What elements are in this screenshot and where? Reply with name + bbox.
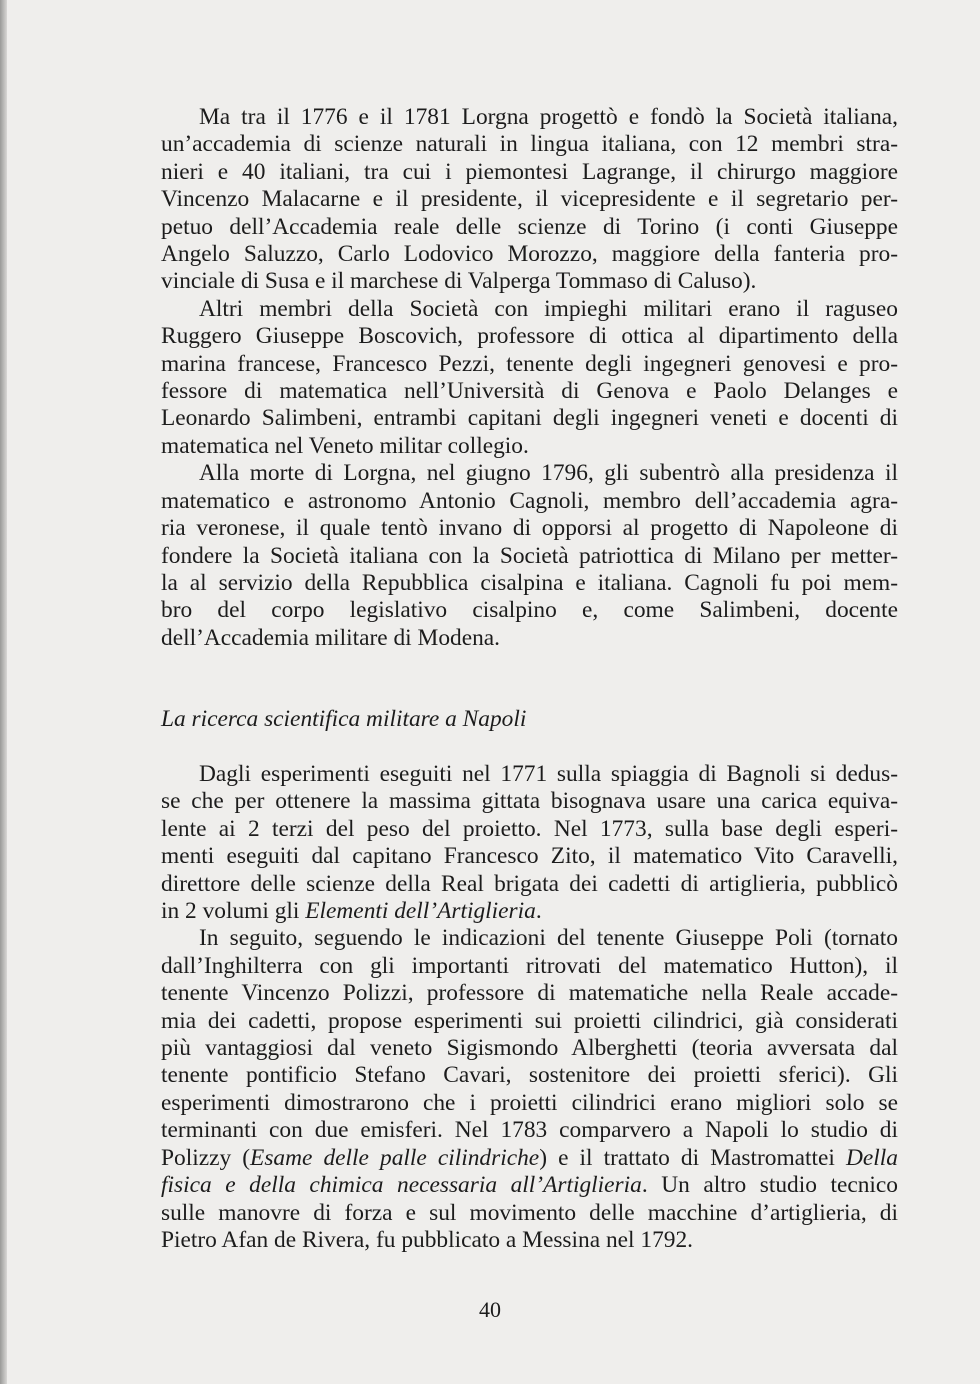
text-line: esperimenti dimostrarono che i proietti cilindrici erano migliori solo se xyxy=(161,1089,898,1116)
book-title: Esame delle palle cilindriche xyxy=(250,1144,540,1171)
text-line: se che per ottenere la massima gittata bisognava usare una carica equiva- xyxy=(161,788,898,815)
text-line: menti eseguiti dal capitano Francesco Zito, il matematico Vito Caravelli, xyxy=(161,843,898,870)
text-run: . xyxy=(535,898,542,925)
text-line xyxy=(161,1145,898,1172)
text-line: Alla morte di Lorgna, nel giugno 1796, gli subentrò alla presidenza il xyxy=(199,460,898,487)
text-line: sulle manovre di forza e sul movimento delle macchine d’artiglieria, di xyxy=(161,1199,898,1226)
text-run: ) e il trattato di Mastromattei xyxy=(539,1144,847,1171)
text-block-top xyxy=(161,104,898,652)
text-line: più vantaggiosi dal veneto Sigismondo Alberghetti (teoria avversata dal xyxy=(161,1035,898,1062)
text-line: dell’Accademia militare di Modena. xyxy=(161,624,501,651)
text-line: Dagli esperimenti eseguiti nel 1771 sulla spiaggia di Bagnoli si dedus- xyxy=(199,761,898,787)
text-line: Pietro Afan de Rivera, fu pubblicato a Messina nel 1792. xyxy=(161,1226,694,1253)
paragraph-bagnoli xyxy=(161,761,898,925)
text-line: bro del corpo legislativo cisalpino e, come Salimbeni, docente xyxy=(161,597,898,624)
text-line: tenente pontificio Stefano Cavari, sostenitore dei proietti sferici). Gli xyxy=(161,1062,898,1089)
text-line: tenente Vincenzo Polizzi, professore di matematiche nella Reale accade- xyxy=(161,980,898,1007)
paragraph-morte-lorgna xyxy=(161,460,898,652)
text-line: dall’Inghilterra con gli importanti ritrovati del matematico Hutton), il xyxy=(161,952,898,979)
book-title: Elementi dell’Artiglieria xyxy=(305,898,536,925)
text-run: . Un altro studio tecnico xyxy=(641,1172,898,1199)
text-line: nieri e 40 italiani, tra cui i piemontesi Lagrange, il chirurgo maggiore xyxy=(161,158,898,185)
text-line: Angelo Saluzzo, Carlo Lodovico Morozzo, maggiore della fanteria pro- xyxy=(161,241,898,268)
section-heading: La ricerca scientifica militare a Napoli xyxy=(161,706,527,732)
book-title: Della xyxy=(846,1144,898,1171)
text-line: Leonardo Salimbeni, entrambi capitani degli ingegneri veneti e docenti di xyxy=(161,405,898,432)
page-binding-edge xyxy=(0,0,7,1384)
paragraph-altri-membri xyxy=(161,296,898,460)
text-run: Polizzy ( xyxy=(161,1144,251,1171)
text-run: in 2 volumi gli xyxy=(161,898,306,925)
book-title: fisica e della chimica necessaria all’Artiglieria xyxy=(161,1172,642,1199)
text-line: Altri membri della Società con impieghi militari erano il raguseo xyxy=(199,295,898,322)
text-line: direttore delle scienze della Real brigata dei cadetti di artiglieria, pubblicò xyxy=(161,870,898,897)
text-line: Vincenzo Malacarne e il presidente, il vicepresidente e il segretario per- xyxy=(161,186,898,213)
text-line: lente ai 2 terzi del peso del proietto. Nel 1773, sulla base degli esperi- xyxy=(161,815,898,842)
text-line xyxy=(161,1172,898,1199)
paragraph-societa-italiana xyxy=(161,104,898,296)
text-block-bottom xyxy=(161,761,898,1254)
text-line: Ruggero Giuseppe Boscovich, professore di ottica al dipartimento della xyxy=(161,323,898,350)
page-number: 40 xyxy=(479,1297,501,1322)
text-line: marina francese, Francesco Pezzi, tenente degli ingegneri genovesi e pro- xyxy=(161,350,898,377)
text-line: mia dei cadetti, propose esperimenti sui proietti cilindrici, già considerati xyxy=(161,1007,898,1034)
text-line: un’accademia di scienze naturali in lingua italiana, con 12 membri stra- xyxy=(161,131,898,158)
text-line: fondere la Società italiana con la Società patriottica di Milano per metter- xyxy=(161,542,898,569)
text-line: ria veronese, il quale tentò invano di opporsi al progetto di Napoleone di xyxy=(161,515,898,542)
text-line: terminanti con due emisferi. Nel 1783 comparvero a Napoli lo studio di xyxy=(161,1117,898,1144)
text-line: vinciale di Susa e il marchese di Valperga Tommaso di Caluso). xyxy=(161,268,757,295)
text-line: la al servizio della Repubblica cisalpina e italiana. Cagnoli fu poi mem- xyxy=(161,569,898,596)
text-line: matematico e astronomo Antonio Cagnoli, membro dell’accademia agra- xyxy=(161,487,898,514)
text-line: In seguito, seguendo le indicazioni del tenente Giuseppe Poli (tornato xyxy=(199,925,898,952)
text-line: fessore di matematica nell’Università di Genova e Paolo Delanges e xyxy=(161,378,898,405)
paragraph-poli xyxy=(161,925,898,1254)
text-line: matematica nel Veneto militar collegio. xyxy=(161,432,529,459)
text-line: petuo dell’Accademia reale delle scienze di Torino (i conti Giuseppe xyxy=(161,213,898,240)
text-line: Ma tra il 1776 e il 1781 Lorgna progettò e fondò la Società italiana, xyxy=(199,104,898,130)
text-line xyxy=(161,898,898,925)
